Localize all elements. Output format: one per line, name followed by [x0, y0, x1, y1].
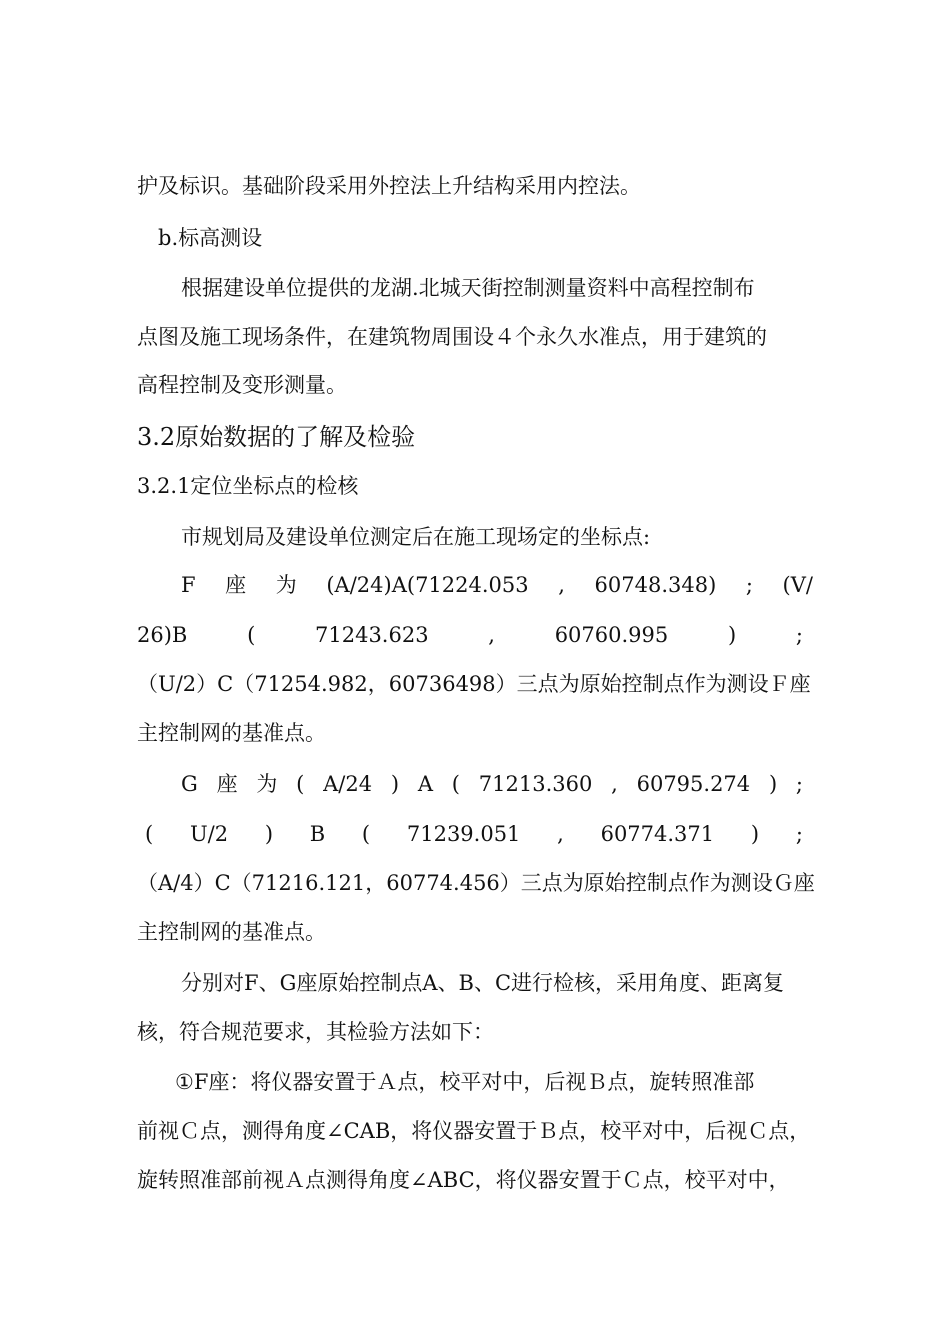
coordinate-line: [137, 617, 803, 653]
text-token: F: [181, 573, 196, 597]
text-token: ;: [795, 772, 803, 796]
text-token: 60748.348): [594, 573, 717, 597]
section-heading: 3.2原始数据的了解及检验: [137, 423, 416, 451]
text-token: ,: [611, 772, 618, 796]
text-token: ;: [795, 623, 803, 647]
paragraph-line: 旋转照准部前视Ａ点测得角度∠ABC，将仪器安置于Ｃ点，校平对中，: [137, 1168, 790, 1192]
text-token: 为: [256, 772, 278, 796]
coordinate-line: [145, 816, 803, 852]
text-token: ;: [795, 822, 803, 846]
text-token: ): [727, 623, 737, 647]
paragraph-line: 点图及施工现场条件，在建筑物周围设４个永久水准点，用于建筑的: [137, 325, 767, 349]
paragraph-line: 市规划局及建设单位测定后在施工现场定的坐标点:: [181, 525, 651, 549]
coordinate-line: [181, 567, 813, 603]
text-token: (: [451, 772, 460, 796]
coordinate-line: [181, 766, 803, 802]
paragraph-line: 分别对F、G座原始控制点A、B、C进行检核，采用角度、距离复: [181, 971, 785, 995]
text-token: ,: [557, 822, 564, 846]
text-token: 71243.623: [315, 623, 429, 647]
paragraph-line: ①F座：将仪器安置于Ａ点，校平对中，后视Ｂ点，旋转照准部: [175, 1070, 755, 1094]
text-token: 71239.051: [406, 822, 521, 846]
paragraph-line: 主控制网的基准点。: [137, 721, 326, 745]
text-token: 为: [275, 573, 297, 597]
text-token: U/2: [189, 822, 229, 846]
text-token: A/24: [323, 772, 373, 796]
subsection-heading: b.标高测设: [158, 226, 263, 250]
paragraph-line: 高程控制及变形测量。: [137, 373, 347, 397]
text-token: 座: [225, 573, 247, 597]
text-token: A: [417, 772, 434, 796]
text-token: ): [750, 822, 760, 846]
text-token: ): [768, 772, 778, 796]
paragraph-line: 护及标识。基础阶段采用外控法上升结构采用内控法。: [137, 174, 641, 198]
paragraph-line: 根据建设单位提供的龙湖.北城天街控制测量资料中高程控制布: [181, 276, 755, 300]
text-token: (V/: [782, 573, 813, 597]
text-token: 26)B: [137, 623, 188, 647]
text-token: (: [296, 772, 305, 796]
subsection-heading: 3.2.1定位坐标点的检核: [137, 474, 359, 498]
text-token: 座: [216, 772, 238, 796]
text-token: 60795.274: [636, 772, 751, 796]
text-token: 60760.995: [554, 623, 669, 647]
text-token: G: [181, 772, 198, 796]
text-token: 71213.360: [478, 772, 593, 796]
text-token: (: [145, 822, 154, 846]
text-token: (A/24)A(71224.053: [326, 573, 529, 597]
paragraph-line: 核，符合规范要求，其检验方法如下：: [137, 1020, 494, 1044]
paragraph-line: （U/2）C（71254.982，60736498）三点为原始控制点作为测设Ｆ座: [137, 672, 811, 696]
text-token: (: [361, 822, 371, 846]
text-token: ): [390, 772, 400, 796]
paragraph-line: 主控制网的基准点。: [137, 920, 326, 944]
text-token: ,: [488, 623, 495, 647]
text-token: B: [309, 822, 326, 846]
text-token: 60774.371: [600, 822, 715, 846]
text-token: ;: [745, 573, 753, 597]
paragraph-line: 前视Ｃ点，测得角度∠CAB，将仪器安置于Ｂ点，校平对中，后视Ｃ点，: [137, 1119, 811, 1143]
text-token: ,: [558, 573, 565, 597]
text-token: (: [247, 623, 256, 647]
paragraph-line: （A/4）C（71216.121，60774.456）三点为原始控制点作为测设Ｇ座: [137, 871, 815, 895]
text-token: ): [264, 822, 274, 846]
